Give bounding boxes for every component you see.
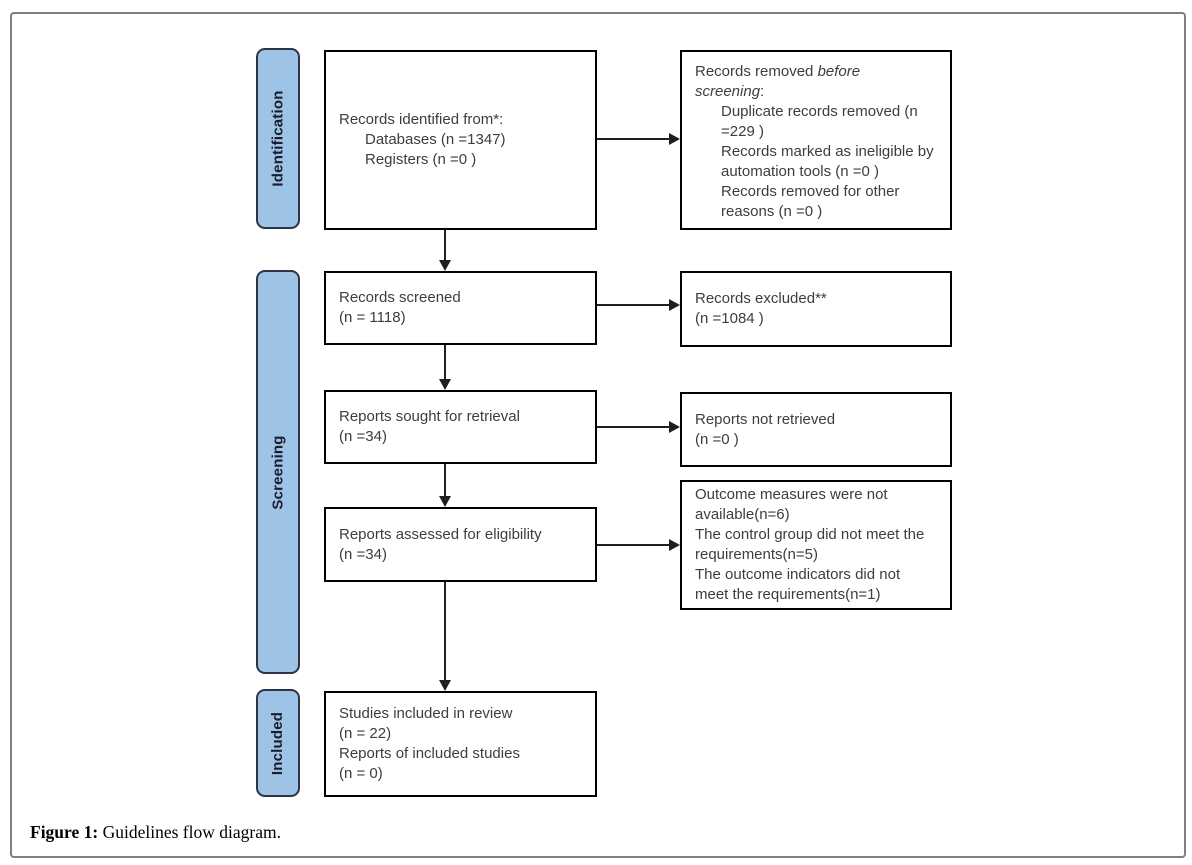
box-line: (n =1084 ) <box>695 310 764 327</box>
box-line: Duplicate records removed (n =229 ) <box>721 103 918 140</box>
box-line: Reports assessed for eligibility <box>339 525 542 543</box>
box-records-screened <box>324 271 597 345</box>
arrow-screened-to-sought <box>444 345 446 379</box>
box-line: (n = 1118) <box>339 309 406 326</box>
arrow-screened-to-excluded <box>597 304 669 306</box>
box-records-removed <box>680 50 952 230</box>
box-records-identified <box>324 50 597 230</box>
stage-screening <box>256 270 300 674</box>
box-line: Records removed before <box>695 63 861 80</box>
arrowhead-right-icon <box>669 299 680 311</box>
box-line: (n = 0) <box>339 765 383 782</box>
figure-caption-label: Figure 1: <box>30 822 99 842</box>
stage-included <box>256 689 300 797</box>
stage-label-identification: Identification <box>269 90 287 187</box>
box-line: Outcome measures were not available(n=6) <box>695 486 888 523</box>
box-line: The control group did not meet the requirements(n=5) <box>695 526 925 563</box>
box-line: Records excluded** <box>695 290 827 307</box>
arrowhead-down-icon <box>439 496 451 507</box>
box-line: Databases (n =1347) <box>365 131 506 148</box>
box-studies-included <box>324 691 597 797</box>
arrowhead-down-icon <box>439 260 451 271</box>
figure-caption <box>30 822 281 843</box>
box-exclusion-reasons <box>680 480 952 610</box>
box-line: screening: <box>695 83 765 100</box>
arrowhead-right-icon <box>669 133 680 145</box>
box-reports-not-retrieved <box>680 392 952 467</box>
arrowhead-right-icon <box>669 421 680 433</box>
box-reports-assessed <box>324 507 597 582</box>
box-line: Reports not retrieved <box>695 410 836 428</box>
box-line: Records screened <box>339 289 461 306</box>
arrow-sought-to-assessed <box>444 464 446 496</box>
box-line: Reports of included studies <box>339 745 520 762</box>
box-line: Registers (n =0 ) <box>365 151 477 168</box>
arrow-identified-to-screened <box>444 230 446 260</box>
box-line: The outcome indicators did not meet the requirements(n=1) <box>695 566 901 603</box>
figure-caption-text: Guidelines flow diagram. <box>98 822 281 842</box>
box-line: Reports sought for retrieval <box>339 408 520 425</box>
arrow-identified-to-removed <box>597 138 669 140</box>
box-line: Records marked as ineligible by automation tools (n =0 ) <box>721 143 934 180</box>
stage-label-screening: Screening <box>269 434 287 510</box>
box-line: Studies included in review <box>339 705 513 722</box>
box-records-excluded <box>680 271 952 347</box>
box-line: Records removed for other reasons (n =0 ) <box>721 183 900 220</box>
stage-label-included: Included <box>269 711 287 775</box>
arrow-assessed-to-reasons <box>597 544 669 546</box>
stage-identification <box>256 48 300 229</box>
box-line: (n =34) <box>339 428 387 445</box>
arrowhead-down-icon <box>439 379 451 390</box>
arrow-sought-to-not-retrieved <box>597 426 669 428</box>
box-reports-sought <box>324 390 597 464</box>
box-line: (n =34) <box>339 545 387 563</box>
arrowhead-down-icon <box>439 680 451 691</box>
arrow-assessed-to-included <box>444 582 446 680</box>
arrowhead-right-icon <box>669 539 680 551</box>
box-line: Records identified from*: <box>339 111 504 128</box>
figure-frame <box>10 12 1186 858</box>
box-line: (n =0 ) <box>695 430 739 448</box>
box-line: (n = 22) <box>339 725 392 742</box>
